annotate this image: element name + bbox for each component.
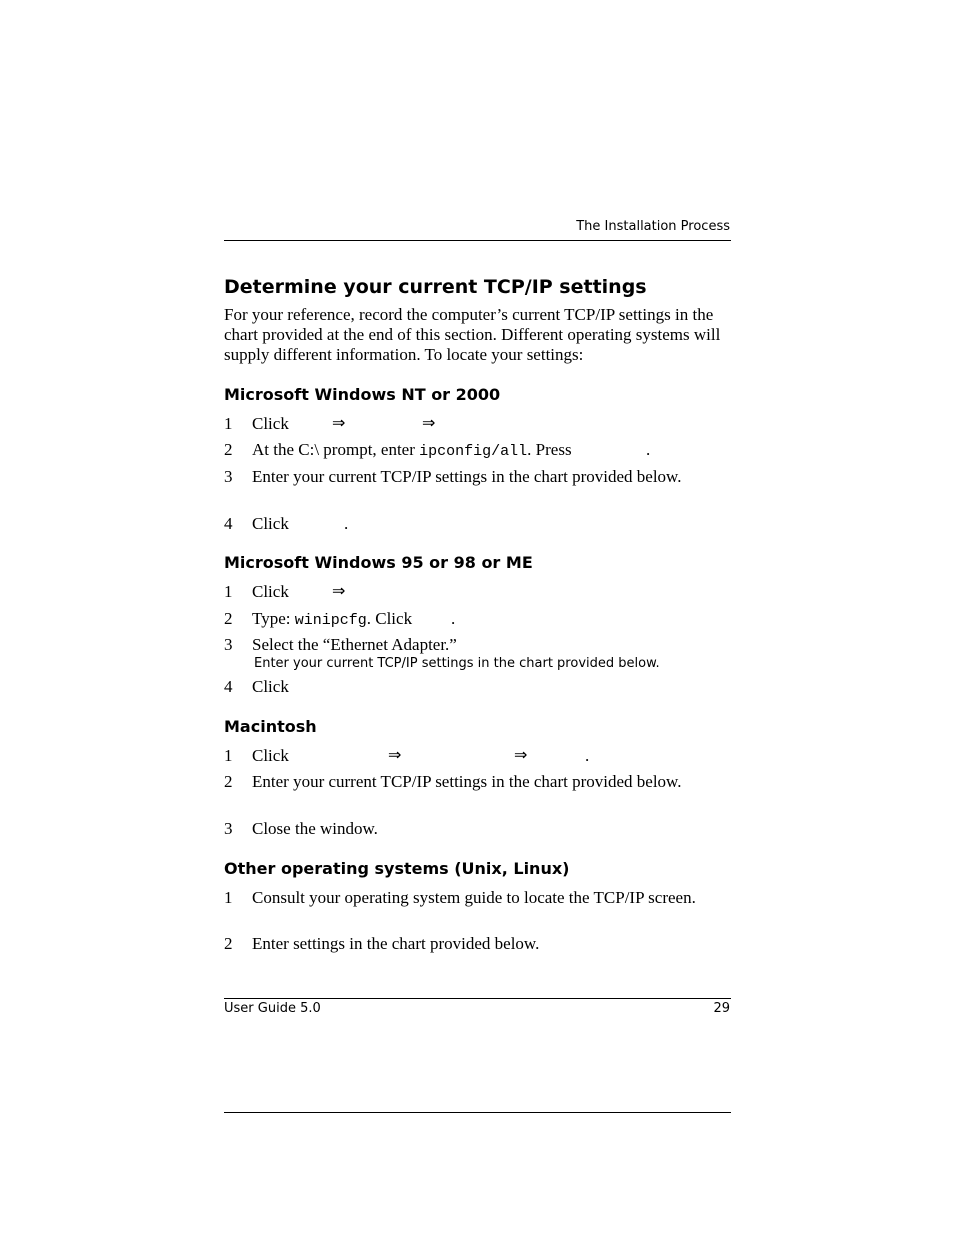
step-number: 4 [224,677,233,696]
mac-step-1 [252,746,732,766]
other-step-1: Consult your operating system guide to locate the TCP/IP screen. [252,888,696,907]
arrow-icon: ⇒ [514,747,528,764]
step-number: 2 [224,440,233,459]
w9x-step-1 [252,582,732,602]
step-number: 3 [224,467,233,486]
command-code: winipcfg [294,612,367,629]
w9x-step-3: Select the “Ethernet Adapter.” [252,635,457,654]
footer-guide-title: User Guide 5.0 [224,1001,321,1016]
arrow-icon: ⇒ [332,415,346,432]
step-end-period: . [451,609,456,628]
step-text: Click [252,414,289,433]
mac-step-2: Enter your current TCP/IP settings in the chart provided below. [252,772,682,791]
step-number: 1 [224,582,233,601]
step-text: . Press [527,440,572,459]
step-text: Click [252,746,289,765]
nt-step-3: Enter your current TCP/IP settings in the chart provided below. [252,467,682,486]
step-text: . Click [366,609,413,628]
arrow-icon: ⇒ [388,747,402,764]
step-text: At the C:\ prompt, enter [252,440,420,459]
step-text: Click [252,514,289,533]
heading-windows-9x: Microsoft Windows 95 or 98 or ME [224,553,533,572]
note-text: Enter your current TCP/IP settings in the chart provided below. [254,656,660,671]
header-rule [224,240,731,241]
step-number: 2 [224,934,233,953]
step-number: 1 [224,888,233,907]
step-number: 2 [224,772,233,791]
arrow-icon: ⇒ [422,415,436,432]
step-end-period: . [344,514,349,533]
w9x-step-4: Click [252,677,289,696]
step-number: 1 [224,746,233,765]
page-number: 29 [713,1001,730,1016]
step-end-period: . [585,746,590,765]
heading-other-os: Other operating systems (Unix, Linux) [224,859,570,878]
step-number: 2 [224,609,233,628]
step-number: 3 [224,819,233,838]
step-end-period: . [646,440,651,459]
other-step-2: Enter settings in the chart provided below. [252,934,540,953]
step-text: Click [252,582,289,601]
step-number: 1 [224,414,233,433]
bottom-rule [224,1112,731,1113]
w9x-step-2 [252,609,732,631]
arrow-icon: ⇒ [332,583,346,600]
nt-step-4 [252,514,732,534]
step-text: Type: [252,609,295,628]
step-number: 4 [224,514,233,533]
intro-paragraph: For your reference, record the computer’s current TCP/IP settings in the chart provided at the end of this section. Different operating systems will supply different information. To locate your settings: [224,305,721,364]
section-title: Determine your current TCP/IP settings [224,276,647,298]
heading-macintosh: Macintosh [224,717,317,736]
step-number: 3 [224,635,233,654]
footer-rule [224,998,731,999]
command-code: ipconfig/all [419,443,528,460]
nt-step-1 [252,414,732,434]
mac-step-3: Close the window. [252,819,378,838]
heading-windows-nt: Microsoft Windows NT or 2000 [224,385,501,404]
running-header: The Installation Process [576,219,730,234]
nt-step-2 [252,440,732,462]
